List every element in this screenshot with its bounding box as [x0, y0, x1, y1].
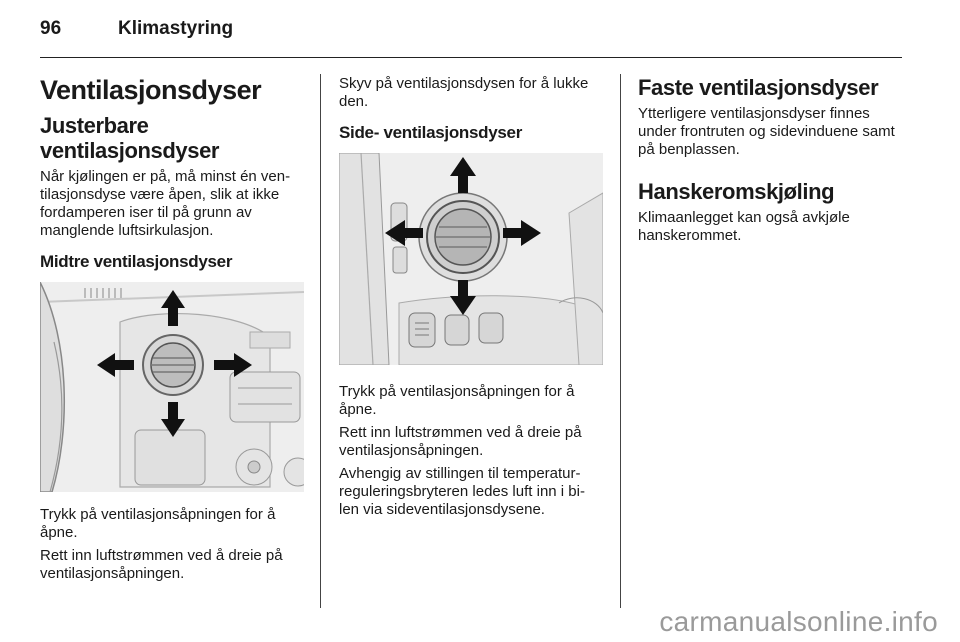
side-vents-heading: Side- ventilasjonsdyser	[339, 123, 523, 142]
column-divider	[620, 74, 621, 608]
chapter-title: Klimastyring	[118, 18, 234, 39]
header-rule	[40, 57, 902, 58]
step-press-to-open: Trykk på ventilasjonsåpningen for å åpne.	[339, 383, 575, 418]
column-divider	[320, 74, 321, 608]
glovebox-cooling-heading: Hanskeromskjøling	[638, 179, 835, 204]
column-2	[339, 75, 603, 524]
section-title: Ventilasjonsdyser	[40, 75, 262, 105]
step-temperature-note: Avhengig av stillingen til temperatur-reguleringsbryteren ledes luft inn i bi-len via sideventilasjonsdysene.	[339, 465, 585, 518]
page-header	[40, 18, 233, 40]
glovebox-cooling-paragraph: Klimaanlegget kan også avkjøle hanskerommet.	[638, 209, 850, 244]
center-vent-illustration	[40, 282, 304, 492]
center-vents-heading: Midtre ventilasjonsdyser	[40, 252, 233, 271]
fixed-vents-paragraph: Ytterligere ventilasjonsdyser finnes under frontruten og sidevinduene samt på benplassen.	[638, 105, 895, 158]
intro-paragraph: Når kjølingen er på, må minst én ven-tilasjonsdyse være åpen, slik at ikke fordamperen iser til på grunn av manglende luftsirkulasjon.	[40, 168, 291, 239]
side-vent-illustration	[339, 153, 603, 365]
column-3	[638, 75, 902, 250]
fixed-vents-heading: Faste ventilasjonsdyser	[638, 75, 879, 100]
subsection-title: Justerbare ventilasjonsdyser	[40, 113, 220, 163]
close-vent-paragraph: Skyv på ventilasjonsdysen for å lukke den.	[339, 75, 589, 110]
step-rotate-to-direct: Rett inn luftstrømmen ved å dreie på ventilasjonsåpningen.	[40, 547, 283, 582]
column-1	[40, 75, 304, 588]
step-press-to-open: Trykk på ventilasjonsåpningen for å åpne.	[40, 506, 276, 541]
watermark: carmanualsonline.info	[659, 606, 938, 637]
page-number: 96	[40, 18, 62, 39]
step-rotate-to-direct: Rett inn luftstrømmen ved å dreie på ventilasjonsåpningen.	[339, 424, 582, 459]
